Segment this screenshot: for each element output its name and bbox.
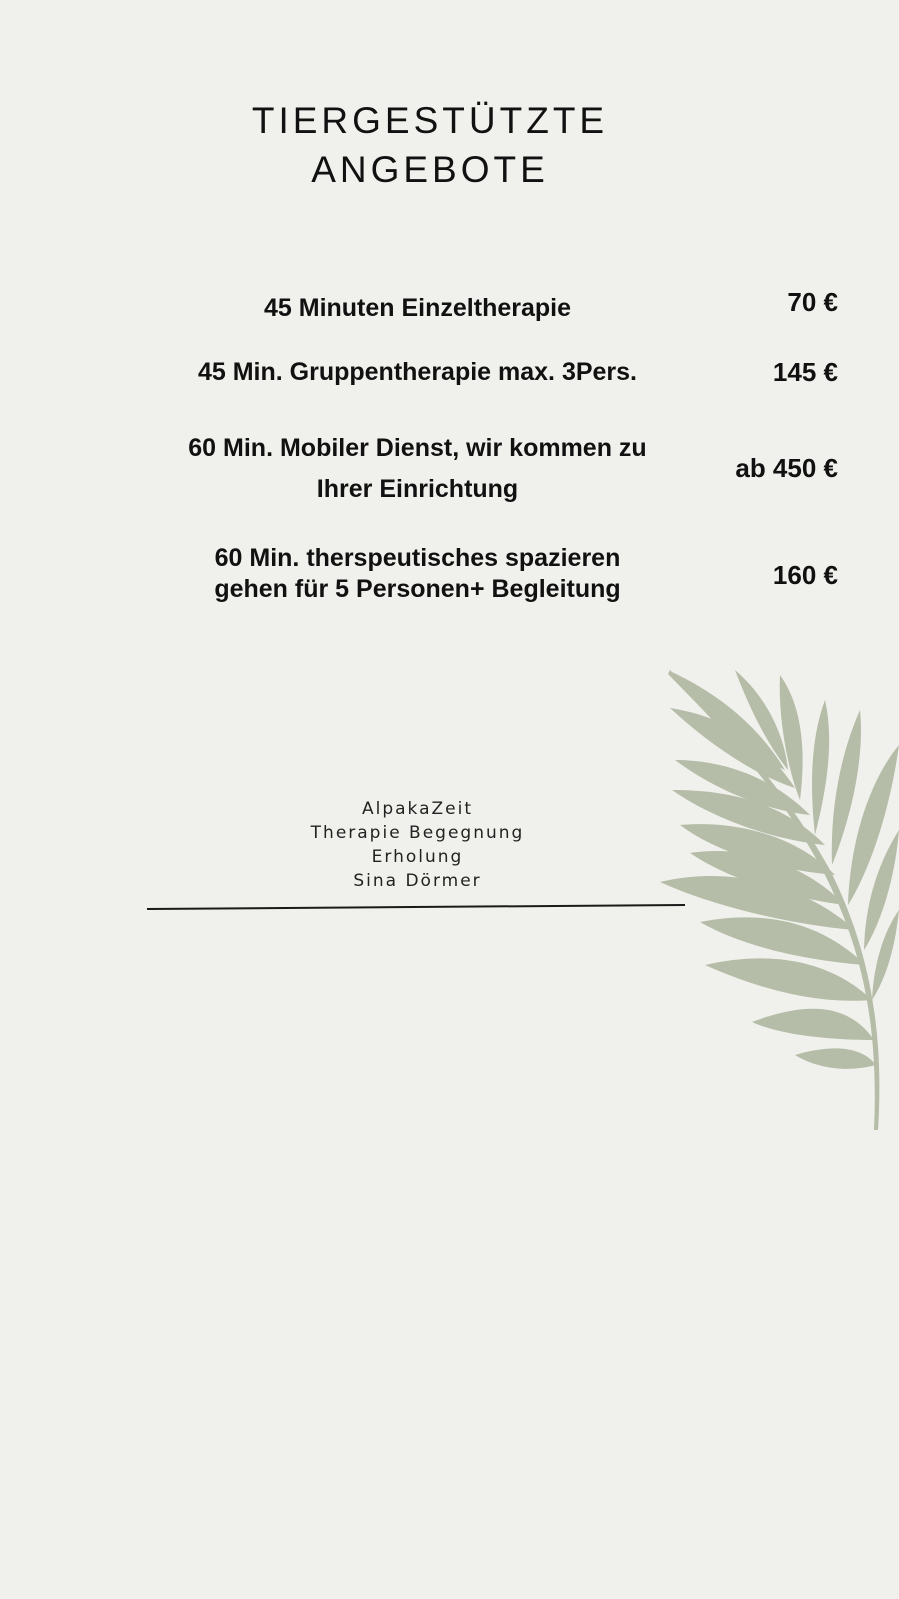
divider-line <box>147 902 687 912</box>
tagline: Therapie Begegnung <box>310 823 525 843</box>
offer-description <box>150 428 685 510</box>
offer-description: 45 Minuten Einzeltherapie <box>263 294 571 322</box>
offer-item <box>150 543 840 607</box>
owner-name: Sina Dörmer <box>353 871 482 891</box>
page-title <box>0 96 860 194</box>
title-line-2: ANGEBOTE <box>311 149 549 190</box>
offer-description-line-1: 60 Min. Mobiler Dienst, wir kommen zu <box>188 434 647 462</box>
offer-item <box>150 288 840 328</box>
title-line-1: TIERGESTÜTZTE <box>251 100 609 141</box>
tagline-2: Erholung <box>371 847 464 867</box>
offer-description <box>150 543 685 605</box>
offer-item <box>150 356 840 396</box>
palm-leaf-icon <box>660 660 899 1140</box>
offer-item <box>150 428 840 508</box>
offer-price: 145 € <box>772 357 838 387</box>
offer-price: 70 € <box>787 287 838 317</box>
offer-description: 45 Min. Gruppentherapie max. 3Pers. <box>197 358 638 386</box>
offer-description-line-2: gehen für 5 Personen+ Begleitung <box>214 575 621 603</box>
offer-price: 160 € <box>772 560 838 590</box>
offer-description-line-2: Ihrer Einrichtung <box>316 475 519 503</box>
footer-signature <box>270 797 565 893</box>
brand-name: AlpakaZeit <box>361 799 474 819</box>
offer-description-line-1: 60 Min. therspeutisches spazieren <box>214 544 621 572</box>
offer-price: ab 450 € <box>735 453 838 483</box>
